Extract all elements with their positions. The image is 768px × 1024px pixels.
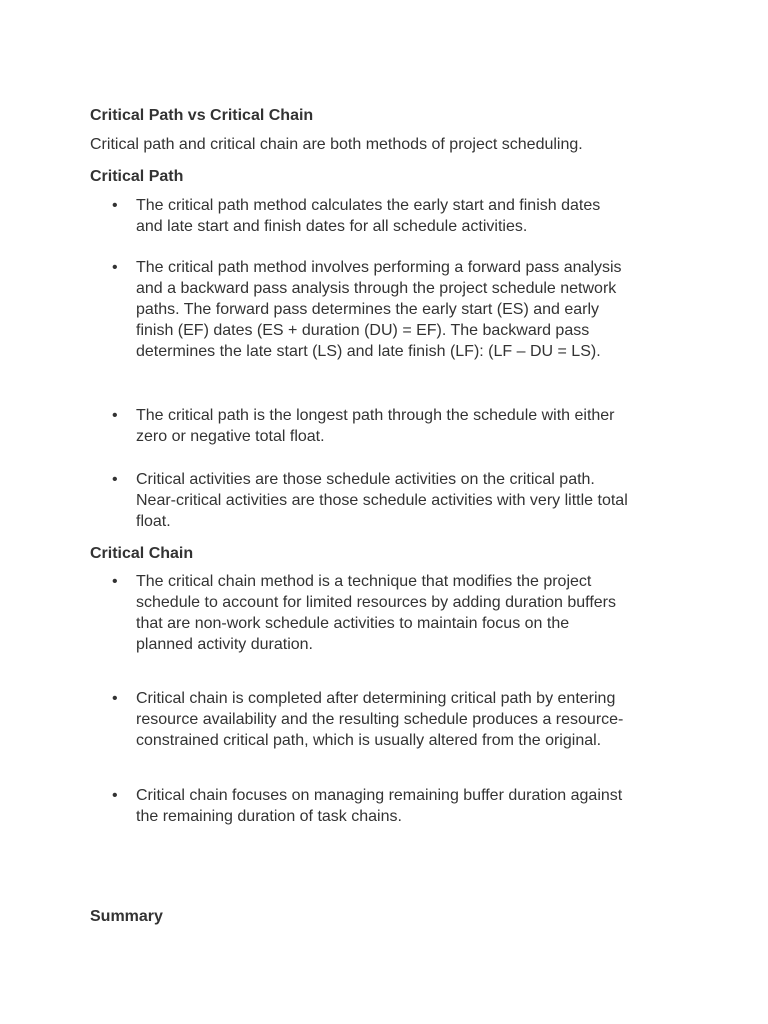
bullet-line: The critical chain method is a technique that modifies the project: [136, 573, 592, 590]
bullet-icon: •: [112, 407, 118, 424]
bullet-line: Critical chain focuses on managing remaining buffer duration against: [136, 787, 623, 804]
bullet-line: and late start and finish dates for all schedule activities.: [136, 218, 528, 235]
bullet-icon: •: [112, 573, 118, 590]
bullet-icon: •: [112, 471, 118, 488]
document-title: Critical Path vs Critical Chain: [90, 107, 314, 124]
section-heading-critical-path: Critical Path: [90, 168, 184, 185]
bullet-text: [136, 195, 686, 237]
section-heading-critical-chain: Critical Chain: [90, 545, 194, 562]
section-heading-summary: Summary: [90, 908, 163, 925]
bullet-line: float.: [136, 513, 171, 530]
bullet-line: schedule to account for limited resources by adding duration buffers: [136, 594, 616, 611]
bullet-line: The critical path method calculates the early start and finish dates: [136, 197, 601, 214]
bullet-icon: •: [112, 787, 118, 804]
bullet-line: paths. The forward pass determines the early start (ES) and early: [136, 301, 600, 318]
bullet-line: constrained critical path, which is usually altered from the original.: [136, 732, 602, 749]
bullet-line: Critical activities are those schedule activities on the critical path.: [136, 471, 595, 488]
bullet-icon: •: [112, 690, 118, 707]
bullet-line: Critical chain is completed after determining critical path by entering: [136, 690, 616, 707]
bullet-text: [136, 571, 686, 655]
bullet-line: the remaining duration of task chains.: [136, 808, 402, 825]
bullet-text: [136, 469, 686, 532]
bullet-line: The critical path is the longest path through the schedule with either: [136, 407, 615, 424]
bullet-line: finish (EF) dates (ES + duration (DU) = EF). The backward pass: [136, 322, 590, 339]
bullet-line: resource availability and the resulting schedule produces a resource-: [136, 711, 624, 728]
bullet-line: Near-critical activities are those schedule activities with very little total: [136, 492, 628, 509]
bullet-text: [136, 257, 686, 362]
bullet-text: [136, 688, 686, 751]
bullet-line: The critical path method involves performing a forward pass analysis: [136, 259, 622, 276]
bullet-line: that are non-work schedule activities to maintain focus on the: [136, 615, 570, 632]
bullet-icon: •: [112, 197, 118, 214]
bullet-icon: •: [112, 259, 118, 276]
bullet-line: and a backward pass analysis through the project schedule network: [136, 280, 617, 297]
bullet-line: zero or negative total float.: [136, 428, 325, 445]
bullet-line: planned activity duration.: [136, 636, 313, 653]
intro-paragraph: Critical path and critical chain are both methods of project scheduling.: [90, 136, 583, 153]
bullet-text: [136, 405, 686, 447]
bullet-line: determines the late start (LS) and late finish (LF): (LF – DU = LS).: [136, 343, 601, 360]
bullet-text: [136, 785, 686, 827]
